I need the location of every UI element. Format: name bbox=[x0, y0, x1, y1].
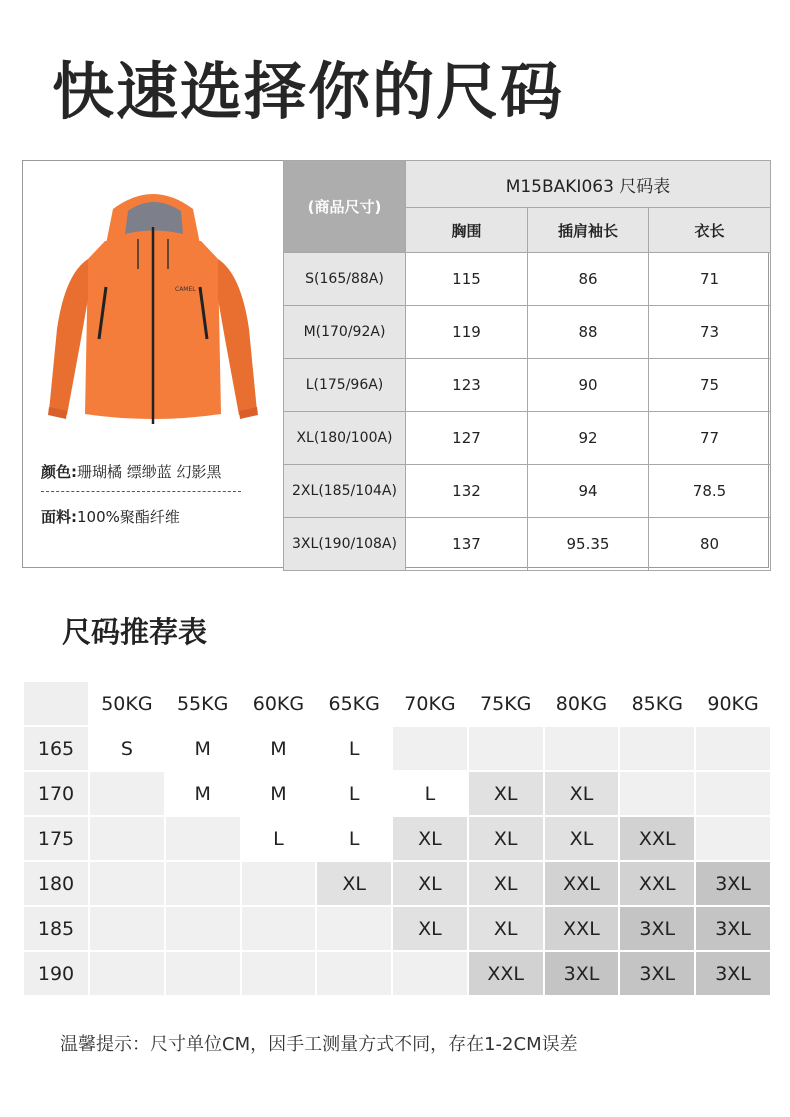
recommended-size-cell: M bbox=[242, 727, 316, 770]
recommended-size-cell: XL bbox=[469, 907, 543, 950]
table-cell: 95.35 bbox=[528, 518, 649, 571]
recommended-size-cell: L bbox=[317, 727, 391, 770]
size-chart-title: M15BAKI063 尺码表 bbox=[406, 161, 771, 208]
table-row bbox=[24, 862, 770, 905]
height-label: 180 bbox=[24, 862, 88, 905]
recommended-size-cell: XXL bbox=[620, 862, 694, 905]
recommended-size-cell: 3XL bbox=[545, 952, 619, 995]
recommended-size-cell bbox=[166, 907, 240, 950]
size-label: S(165/88A) bbox=[284, 253, 406, 306]
table-row bbox=[284, 306, 771, 359]
recommended-size-cell: XXL bbox=[620, 817, 694, 860]
recommended-size-cell: M bbox=[166, 727, 240, 770]
recommended-size-cell bbox=[242, 907, 316, 950]
color-value: 珊瑚橘 缥缈蓝 幻影黑 bbox=[77, 463, 222, 481]
recommended-size-cell: 3XL bbox=[696, 907, 770, 950]
recommended-size-cell bbox=[393, 727, 467, 770]
recommended-size-cell bbox=[242, 952, 316, 995]
recommended-size-cell bbox=[90, 907, 164, 950]
recommended-size-cell: L bbox=[242, 817, 316, 860]
table-cell: 75 bbox=[649, 359, 771, 412]
weight-header: 80KG bbox=[545, 682, 619, 725]
recommended-size-cell: XXL bbox=[469, 952, 543, 995]
recommended-size-cell bbox=[620, 727, 694, 770]
weight-header: 65KG bbox=[317, 682, 391, 725]
table-cell: 92 bbox=[528, 412, 649, 465]
column-header: 衣长 bbox=[649, 208, 771, 253]
recommended-size-cell: 3XL bbox=[696, 862, 770, 905]
table-row bbox=[284, 253, 771, 306]
recommended-size-cell: XL bbox=[469, 817, 543, 860]
size-recommendation-table bbox=[22, 680, 772, 997]
recommended-size-cell: XL bbox=[545, 772, 619, 815]
height-label: 165 bbox=[24, 727, 88, 770]
weight-header: 55KG bbox=[166, 682, 240, 725]
recommended-size-cell bbox=[90, 862, 164, 905]
table-row bbox=[24, 727, 770, 770]
size-label: 3XL(190/108A) bbox=[284, 518, 406, 571]
table-cell: 86 bbox=[528, 253, 649, 306]
weight-header: 75KG bbox=[469, 682, 543, 725]
recommended-size-cell: L bbox=[393, 772, 467, 815]
size-label: XL(180/100A) bbox=[284, 412, 406, 465]
size-header: (商品尺寸) bbox=[284, 161, 406, 253]
recommended-size-cell bbox=[166, 862, 240, 905]
recommended-size-cell: M bbox=[166, 772, 240, 815]
recommended-size-cell: M bbox=[242, 772, 316, 815]
recommended-size-cell bbox=[90, 772, 164, 815]
table-cell: 71 bbox=[649, 253, 771, 306]
height-label: 185 bbox=[24, 907, 88, 950]
recommended-size-cell: 3XL bbox=[620, 952, 694, 995]
recommended-size-cell bbox=[166, 952, 240, 995]
info-divider bbox=[41, 491, 241, 492]
recommended-size-cell bbox=[696, 727, 770, 770]
height-label: 170 bbox=[24, 772, 88, 815]
measurement-note: 温馨提示：尺寸单位CM，因手工测量方式不同，存在1-2CM误差 bbox=[60, 1034, 578, 1055]
table-row bbox=[284, 359, 771, 412]
table-cell: 127 bbox=[406, 412, 528, 465]
recommended-size-cell bbox=[90, 952, 164, 995]
recommended-size-cell: S bbox=[90, 727, 164, 770]
recommended-size-cell bbox=[393, 952, 467, 995]
recommended-size-cell: L bbox=[317, 772, 391, 815]
column-header: 胸围 bbox=[406, 208, 528, 253]
corner-cell bbox=[24, 682, 88, 725]
weight-header: 60KG bbox=[242, 682, 316, 725]
table-row bbox=[284, 465, 771, 518]
recommendation-title: 尺码推荐表 bbox=[62, 615, 208, 649]
recommended-size-cell: XL bbox=[469, 772, 543, 815]
product-material bbox=[41, 506, 180, 527]
recommended-size-cell: XL bbox=[393, 907, 467, 950]
table-row bbox=[284, 412, 771, 465]
recommended-size-cell bbox=[620, 772, 694, 815]
table-row bbox=[24, 817, 770, 860]
table-cell: 137 bbox=[406, 518, 528, 571]
table-cell: 88 bbox=[528, 306, 649, 359]
table-row bbox=[284, 518, 771, 571]
table-cell: 78.5 bbox=[649, 465, 771, 518]
recommended-size-cell: XXL bbox=[545, 862, 619, 905]
recommended-size-cell: XL bbox=[393, 817, 467, 860]
product-info-panel bbox=[23, 161, 283, 567]
weight-header: 85KG bbox=[620, 682, 694, 725]
table-cell: 123 bbox=[406, 359, 528, 412]
weight-header: 90KG bbox=[696, 682, 770, 725]
recommended-size-cell: 3XL bbox=[696, 952, 770, 995]
recommended-size-cell bbox=[317, 952, 391, 995]
table-row bbox=[24, 907, 770, 950]
table-cell: 115 bbox=[406, 253, 528, 306]
table-cell: 73 bbox=[649, 306, 771, 359]
recommended-size-cell bbox=[696, 817, 770, 860]
table-cell: 94 bbox=[528, 465, 649, 518]
table-cell: 80 bbox=[649, 518, 771, 571]
table-cell: 90 bbox=[528, 359, 649, 412]
recommended-size-cell bbox=[166, 817, 240, 860]
recommended-size-cell: XL bbox=[317, 862, 391, 905]
weight-header: 50KG bbox=[90, 682, 164, 725]
recommended-size-cell: XL bbox=[469, 862, 543, 905]
recommended-size-cell: XL bbox=[393, 862, 467, 905]
size-label: 2XL(185/104A) bbox=[284, 465, 406, 518]
height-label: 190 bbox=[24, 952, 88, 995]
color-label: 颜色: bbox=[41, 463, 77, 481]
size-label: M(170/92A) bbox=[284, 306, 406, 359]
recommended-size-cell bbox=[90, 817, 164, 860]
size-label: L(175/96A) bbox=[284, 359, 406, 412]
recommended-size-cell: 3XL bbox=[620, 907, 694, 950]
recommended-size-cell bbox=[696, 772, 770, 815]
material-value: 100%聚酯纤维 bbox=[77, 508, 180, 526]
size-chart-table bbox=[283, 160, 771, 571]
page-title: 快速选择你的尺码 bbox=[52, 55, 565, 128]
brand-logo: CAMEL bbox=[175, 286, 196, 293]
product-size-block bbox=[22, 160, 769, 568]
recommended-size-cell bbox=[242, 862, 316, 905]
table-row bbox=[24, 952, 770, 995]
recommended-size-cell bbox=[317, 907, 391, 950]
recommended-size-cell: XXL bbox=[545, 907, 619, 950]
weight-header-row bbox=[24, 682, 770, 725]
column-header: 插肩袖长 bbox=[528, 208, 649, 253]
recommended-size-cell bbox=[545, 727, 619, 770]
product-colors bbox=[41, 461, 222, 482]
material-label: 面料: bbox=[41, 508, 77, 526]
height-label: 175 bbox=[24, 817, 88, 860]
table-cell: 77 bbox=[649, 412, 771, 465]
weight-header: 70KG bbox=[393, 682, 467, 725]
jacket-image bbox=[43, 179, 263, 434]
table-cell: 119 bbox=[406, 306, 528, 359]
table-row bbox=[24, 772, 770, 815]
recommended-size-cell: XL bbox=[545, 817, 619, 860]
table-cell: 132 bbox=[406, 465, 528, 518]
recommended-size-cell: L bbox=[317, 817, 391, 860]
recommended-size-cell bbox=[469, 727, 543, 770]
